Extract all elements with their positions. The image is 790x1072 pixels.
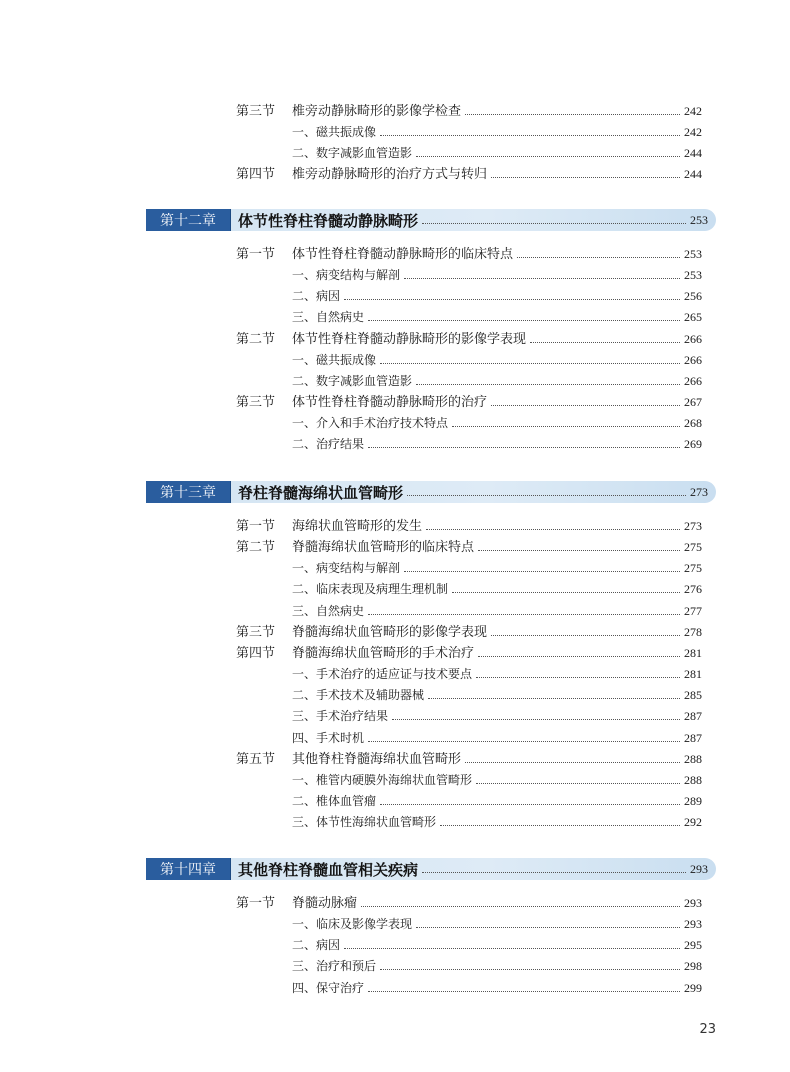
section-entry[interactable] [236, 329, 702, 347]
section-title: 体节性脊柱脊髓动静脉畸形的临床特点 [292, 247, 514, 262]
subsection-entry[interactable] [292, 143, 702, 161]
subsection-entry[interactable] [292, 413, 702, 431]
subsection-title: 二、椎体血管瘤 [292, 793, 377, 808]
subsection-title: 二、手术技术及辅助器械 [292, 688, 425, 703]
subsection-entry[interactable] [292, 706, 702, 724]
dot-leader [478, 656, 680, 657]
subsection-entry[interactable] [292, 935, 702, 953]
dot-leader [476, 783, 680, 784]
dot-leader [361, 906, 680, 907]
chapter-header[interactable] [146, 858, 716, 880]
subsection-title: 二、数字减影血管造影 [292, 146, 413, 161]
subsection-title: 一、病变结构与解剖 [292, 268, 401, 283]
chapter-page-number: 253 [690, 212, 708, 227]
dot-leader [416, 927, 680, 928]
subsection-entry[interactable] [292, 286, 702, 304]
page-number-ref: 293 [684, 896, 702, 910]
page-number-ref: 287 [684, 730, 702, 745]
section-entry[interactable] [236, 622, 702, 640]
chapter-number: 第十二章 [146, 209, 230, 231]
subsection-entry[interactable] [292, 601, 702, 619]
dot-leader [368, 741, 680, 742]
dot-leader [368, 447, 680, 448]
subsection-title: 一、磁共振成像 [292, 125, 377, 140]
dot-leader [368, 614, 680, 615]
dot-leader [476, 677, 680, 678]
page-number-ref: 276 [684, 582, 702, 597]
section-title: 脊髓海绵状血管畸形的临床特点 [292, 540, 475, 556]
page-number-ref: 287 [684, 709, 702, 724]
subsection-title: 一、磁共振成像 [292, 352, 377, 367]
dot-leader [344, 299, 680, 300]
subsection-title: 一、椎管内硬膜外海绵状血管畸形 [292, 772, 473, 787]
dot-leader [478, 550, 680, 551]
subsection-title: 二、病因 [292, 289, 341, 304]
subsection-entry[interactable] [292, 812, 702, 830]
dot-leader [380, 969, 680, 970]
dot-leader [368, 991, 680, 992]
subsection-entry[interactable] [292, 265, 702, 283]
subsection-title: 三、手术治疗结果 [292, 709, 389, 724]
chapter-header[interactable] [146, 481, 716, 503]
section-number: 第三节 [236, 624, 276, 640]
subsection-entry[interactable] [292, 434, 702, 452]
subsection-title: 二、治疗结果 [292, 437, 365, 452]
dot-leader [344, 948, 680, 949]
chapter-title: 脊柱脊髓海绵状血管畸形 [238, 483, 404, 502]
section-entry[interactable] [236, 537, 702, 555]
page-number-ref: 275 [684, 561, 702, 576]
page-number-ref: 288 [684, 751, 702, 766]
dot-leader [452, 426, 680, 427]
page-number-ref: 278 [684, 624, 702, 639]
page-number-ref: 269 [684, 437, 702, 452]
dot-leader [422, 223, 686, 224]
subsection-entry[interactable] [292, 914, 702, 932]
dot-leader [428, 698, 680, 699]
section-number: 第二节 [236, 331, 276, 347]
chapter-number: 第十三章 [146, 481, 230, 503]
chapter-page-number: 273 [690, 484, 708, 499]
section-title: 其他脊柱脊髓海绵状血管畸形 [292, 751, 462, 767]
section-title: 椎旁动静脉畸形的影像学检查 [292, 104, 462, 119]
subsection-title: 二、数字减影血管造影 [292, 373, 413, 388]
dot-leader [416, 156, 680, 157]
section-entry[interactable] [236, 643, 702, 661]
chapter-title-row [238, 858, 708, 880]
dot-leader [491, 405, 680, 406]
section-number: 第五节 [236, 751, 276, 767]
section-number: 第二节 [236, 540, 276, 556]
section-entry[interactable] [236, 749, 702, 767]
section-title: 脊髓海绵状血管畸形的影像学表现 [292, 624, 488, 640]
page-number-ref: 281 [684, 645, 702, 660]
page-number-ref: 266 [684, 352, 702, 367]
page-number-ref: 295 [684, 938, 702, 953]
dot-leader [380, 363, 680, 364]
page-number-ref: 253 [684, 247, 702, 261]
subsection-entry[interactable] [292, 558, 702, 576]
section-entry[interactable] [236, 516, 702, 534]
subsection-title: 一、手术治疗的适应证与技术要点 [292, 667, 473, 682]
dot-leader [530, 342, 680, 343]
section-number: 第三节 [236, 104, 276, 119]
section-number: 第四节 [236, 645, 276, 661]
chapter-page-number: 293 [690, 861, 708, 876]
page-number-ref: 298 [684, 959, 702, 974]
subsection-entry[interactable] [292, 664, 702, 682]
dot-leader [517, 257, 680, 258]
page-number-ref: 242 [684, 125, 702, 140]
page-number-ref: 242 [684, 104, 702, 118]
page-number-ref: 292 [684, 815, 702, 830]
subsection-title: 四、保守治疗 [292, 980, 365, 995]
page-number-ref: 244 [684, 167, 702, 182]
subsection-entry[interactable] [292, 579, 702, 597]
dot-leader [491, 635, 680, 636]
chapter-number: 第十四章 [146, 858, 230, 880]
dot-leader [392, 719, 680, 720]
page-number-ref: 285 [684, 688, 702, 703]
dot-leader [426, 529, 680, 530]
page-number-ref: 281 [684, 667, 702, 682]
section-number: 第一节 [236, 896, 276, 911]
dot-leader [368, 320, 680, 321]
dot-leader [440, 825, 680, 826]
section-entry[interactable] [236, 893, 702, 911]
page-number-ref: 265 [684, 310, 702, 325]
page-number-ref: 273 [684, 519, 702, 533]
page-number-ref: 266 [684, 331, 702, 346]
subsection-title: 三、体节性海绵状血管畸形 [292, 815, 437, 830]
dot-leader [404, 571, 680, 572]
page-number-ref: 267 [684, 395, 702, 410]
chapter-title-row [238, 481, 708, 503]
subsection-entry[interactable] [292, 307, 702, 325]
section-entry[interactable] [236, 244, 702, 262]
subsection-entry[interactable] [292, 728, 702, 746]
section-title: 椎旁动静脉畸形的治疗方式与转归 [292, 167, 488, 183]
page-number-ref: 299 [684, 980, 702, 995]
page-number: 23 [699, 1022, 716, 1037]
dot-leader [380, 804, 680, 805]
subsection-entry[interactable] [292, 956, 702, 974]
page-number-ref: 256 [684, 289, 702, 304]
dot-leader [416, 384, 680, 385]
chapter-title: 体节性脊柱脊髓动静脉畸形 [238, 211, 419, 230]
page-number-ref: 253 [684, 268, 702, 283]
section-entry[interactable] [236, 392, 702, 410]
section-title: 脊髓动脉瘤 [292, 896, 358, 911]
dot-leader [491, 177, 680, 178]
dot-leader [465, 762, 680, 763]
section-number: 第三节 [236, 395, 276, 411]
subsection-title: 一、病变结构与解剖 [292, 561, 401, 576]
dot-leader [422, 872, 686, 873]
section-number: 第一节 [236, 519, 276, 534]
dot-leader [407, 495, 686, 496]
subsection-title: 二、临床表现及病理生理机制 [292, 582, 449, 597]
dot-leader [465, 114, 680, 115]
subsection-entry[interactable] [292, 350, 702, 368]
page-number-ref: 289 [684, 793, 702, 808]
subsection-entry[interactable] [292, 978, 702, 996]
page-number-ref: 277 [684, 603, 702, 618]
subsection-title: 一、介入和手术治疗技术特点 [292, 416, 449, 431]
subsection-title: 三、治疗和预后 [292, 959, 377, 974]
chapter-title: 其他脊柱脊髓血管相关疾病 [238, 860, 419, 879]
section-title: 体节性脊柱脊髓动静脉畸形的影像学表现 [292, 331, 527, 347]
section-number: 第四节 [236, 167, 276, 183]
page-number-ref: 288 [684, 772, 702, 787]
page-number-ref: 268 [684, 416, 702, 431]
subsection-entry[interactable] [292, 371, 702, 389]
section-number: 第一节 [236, 247, 276, 262]
subsection-title: 四、手术时机 [292, 730, 365, 745]
subsection-title: 三、自然病史 [292, 310, 365, 325]
chapter-header[interactable] [146, 209, 716, 231]
section-entry[interactable] [236, 101, 702, 119]
page-number-ref: 244 [684, 146, 702, 161]
page-number-ref: 275 [684, 540, 702, 555]
chapter-title-row [238, 209, 708, 231]
dot-leader [404, 278, 680, 279]
subsection-entry[interactable] [292, 770, 702, 788]
dot-leader [380, 135, 680, 136]
subsection-title: 一、临床及影像学表现 [292, 917, 413, 932]
dot-leader [452, 592, 680, 593]
section-title: 海绵状血管畸形的发生 [292, 519, 423, 534]
subsection-title: 二、病因 [292, 938, 341, 953]
page-number-ref: 266 [684, 373, 702, 388]
subsection-title: 三、自然病史 [292, 603, 365, 618]
section-entry[interactable] [236, 164, 702, 182]
subsection-entry[interactable] [292, 685, 702, 703]
section-title: 体节性脊柱脊髓动静脉畸形的治疗 [292, 395, 488, 411]
section-title: 脊髓海绵状血管畸形的手术治疗 [292, 645, 475, 661]
subsection-entry[interactable] [292, 791, 702, 809]
page-number-ref: 293 [684, 917, 702, 932]
subsection-entry[interactable] [292, 122, 702, 140]
